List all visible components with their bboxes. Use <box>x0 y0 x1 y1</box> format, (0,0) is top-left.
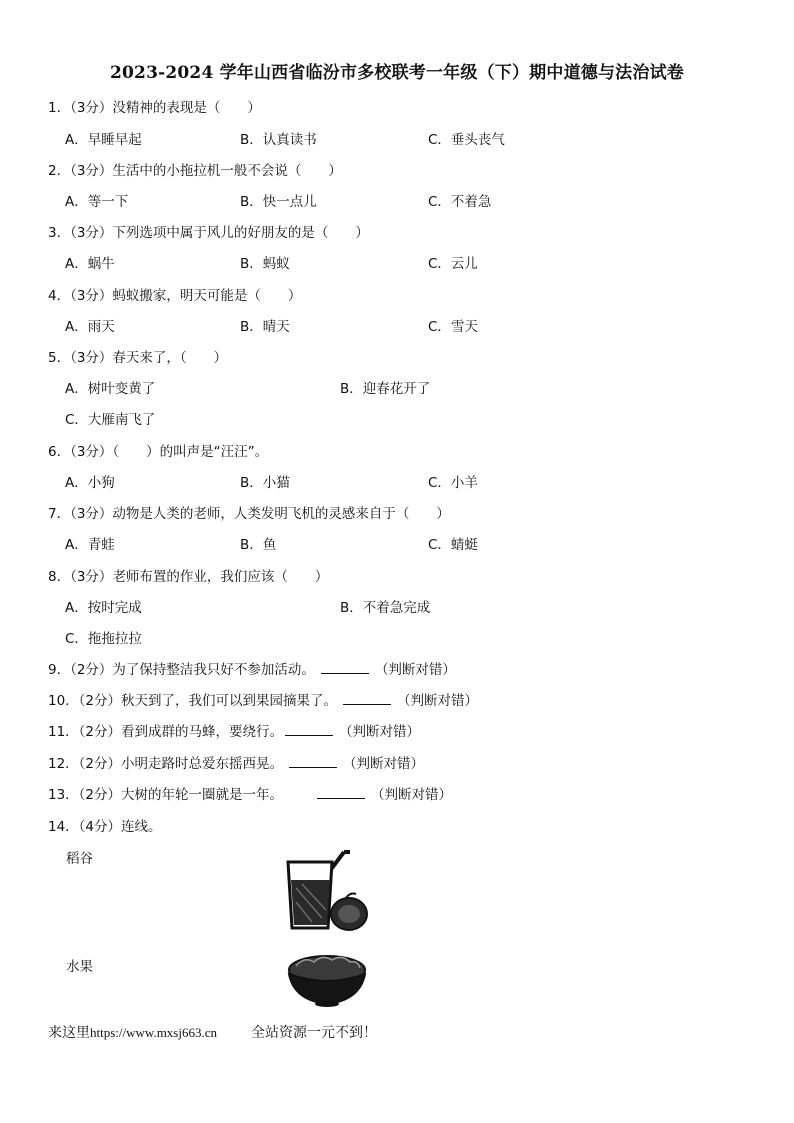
q3-option-c: C．云儿 <box>428 256 478 272</box>
answer-blank[interactable] <box>317 786 365 799</box>
question-1: 1．（3分）没精神的表现是（ ） <box>48 100 261 116</box>
q4-option-b: B．晴天 <box>240 319 290 335</box>
q8-option-b: B．不着急完成 <box>340 600 431 616</box>
question-4: 4．（3分）蚂蚁搬家，明天可能是（ ） <box>48 288 302 304</box>
question-13 <box>48 783 452 803</box>
q7-option-a: A．青蛙 <box>65 537 115 553</box>
footer-link[interactable]: https://www.mxsj663.cn <box>90 1025 217 1040</box>
question-9 <box>48 658 456 678</box>
question-9-suffix: （判断对错） <box>374 662 456 678</box>
question-7: 7．（3分）动物是人类的老师，人类发明飞机的灵感来自于（ ） <box>48 506 450 522</box>
question-9-stem: 9．（2分）为了保持整洁我只好不参加活动。 <box>48 662 315 678</box>
q7-option-b: B．鱼 <box>240 537 277 553</box>
q8-option-c: C．拖拖拉拉 <box>65 631 142 647</box>
answer-blank[interactable] <box>343 692 391 705</box>
question-10-stem: 10．（2分）秋天到了，我们可以到果园摘果了。 <box>48 693 338 709</box>
question-2: 2．（3分）生活中的小拖拉机一般不会说（ ） <box>48 163 342 179</box>
q5-option-c: C．大雁南飞了 <box>65 412 156 428</box>
juice-and-fruit-image <box>282 848 374 936</box>
q7-option-c: C．蜻蜓 <box>428 537 478 553</box>
question-11-stem: 11．（2分）看到成群的马蜂，要绕行。 <box>48 724 284 740</box>
q4-option-c: C．雪天 <box>428 319 478 335</box>
question-12-stem: 12．（2分）小明走路时总爱东摇西晃。 <box>48 756 284 772</box>
match-left-rice: 稻谷 <box>66 851 93 867</box>
answer-blank[interactable] <box>285 723 333 736</box>
question-11 <box>48 720 420 740</box>
question-3: 3．（3分）下列选项中属于风儿的好朋友的是（ ） <box>48 225 369 241</box>
question-14: 14．（4分）连线。 <box>48 819 162 835</box>
question-10-suffix: （判断对错） <box>397 693 479 709</box>
q1-option-a: A．早睡早起 <box>65 132 142 148</box>
q6-option-c: C．小羊 <box>428 475 478 491</box>
question-5: 5．（3分）春天来了，（ ） <box>48 350 228 366</box>
q6-option-a: A．小狗 <box>65 475 115 491</box>
q5-option-b: B．迎春花开了 <box>340 381 431 397</box>
rice-bowl-image <box>284 950 370 1008</box>
answer-blank[interactable] <box>321 661 369 674</box>
footer <box>48 1022 377 1042</box>
q1-option-b: B．认真读书 <box>240 132 317 148</box>
q3-option-b: B．蚂蚁 <box>240 256 290 272</box>
q6-option-b: B．小猫 <box>240 475 290 491</box>
match-left-fruit: 水果 <box>66 959 93 975</box>
q2-option-c: C．不着急 <box>428 194 492 210</box>
footer-prefix: 来这里 <box>48 1025 90 1041</box>
q2-option-a: A．等一下 <box>65 194 129 210</box>
question-8: 8．（3分）老师布置的作业，我们应该（ ） <box>48 569 329 585</box>
question-13-suffix: （判断对错） <box>371 787 453 803</box>
question-13-stem: 13．（2分）大树的年轮一圈就是一年。 <box>48 787 284 803</box>
question-12 <box>48 752 424 772</box>
page-title: 2023-2024 学年山西省临汾市多校联考一年级（下）期中道德与法治试卷 <box>109 63 684 83</box>
q2-option-b: B．快一点儿 <box>240 194 317 210</box>
footer-slogan: 全站资源一元不到！ <box>251 1025 377 1041</box>
q8-option-a: A．按时完成 <box>65 600 142 616</box>
question-12-suffix: （判断对错） <box>343 756 425 772</box>
q4-option-a: A．雨天 <box>65 319 115 335</box>
question-10 <box>48 689 478 709</box>
answer-blank[interactable] <box>289 755 337 768</box>
q5-option-a: A．树叶变黄了 <box>65 381 156 397</box>
question-11-suffix: （判断对错） <box>339 724 421 740</box>
question-6: 6．（3分）（ ）的叫声是“汪汪”。 <box>48 444 269 460</box>
q3-option-a: A．蜗牛 <box>65 256 115 272</box>
q1-option-c: C．垂头丧气 <box>428 132 505 148</box>
